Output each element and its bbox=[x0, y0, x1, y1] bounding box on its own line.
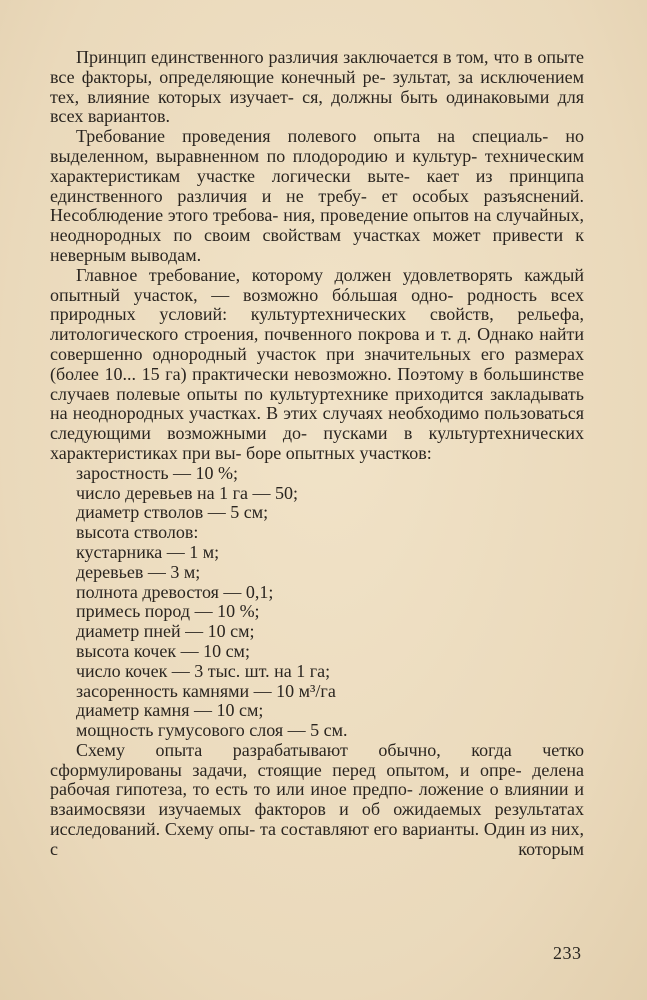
list-item: число кочек — 3 тыс. шт. на 1 га; bbox=[76, 660, 331, 681]
list-item: деревьев — 3 м; bbox=[76, 561, 201, 582]
list-item: высота кочек — 10 см; bbox=[76, 640, 250, 661]
tolerances-list bbox=[76, 464, 584, 741]
page-number: 233 bbox=[553, 943, 582, 963]
page-text bbox=[50, 48, 584, 860]
paragraph-experiment-scheme: Схему опыта разрабатывают обычно, когда четко сформулированы задачи, стоящие перед опытом, и опре- делена рабочая гипотеза, то есть то или иное предпо- ложение о влиянии и взаимосвязи изучаемых факторов и об ожидаемых результатах исследований. Схему опы- та составляют его варианты. Один из них, с которым bbox=[50, 739, 585, 859]
list-item: диаметр стволов — 5 см; bbox=[76, 502, 269, 523]
list-item: высота стволов: bbox=[76, 522, 199, 543]
list-item: диаметр пней — 10 см; bbox=[76, 621, 255, 642]
list-item: заростность — 10 %; bbox=[76, 462, 239, 483]
list-item: кустарника — 1 м; bbox=[76, 541, 220, 562]
paragraph-principle: Принцип единственного различия заключается в том, что в опыте все факторы, определяющие конечный ре- зультат, за исключением тех, влияние которых изучает- ся, должны быть одинаковыми для всех вариантов. bbox=[50, 47, 585, 127]
paragraph-field-requirement: Требование проведения полевого опыта на специаль- но выделенном, выравненном по плодородию и культур- техническим характеристикам участке логически выте- кает из принципа единственного различия и не требу- ет особых разъяснений. Несоблюдение этого требова- ния, проведение опытов на случайных, неоднородных по своим свойствам участках может привести к неверным выводам. bbox=[50, 126, 585, 265]
list-item: число деревьев на 1 га — 50; bbox=[76, 482, 298, 503]
list-item: полнота древостоя — 0,1; bbox=[76, 581, 274, 602]
list-item: примесь пород — 10 %; bbox=[76, 601, 260, 622]
list-item: мощность гумусового слоя — 5 см. bbox=[76, 720, 348, 741]
list-item: диаметр камня — 10 см; bbox=[76, 700, 264, 721]
paragraph-main-requirement: Главное требование, которому должен удовлетворять каждый опытный участок, — возможно бóльшая одно- родность всех природных условий: культуртехнических свойств, рельефа, литологического строения, почвенного покрова и т. д. Однако найти совершенно однородный участок при значительных его размерах (более 10... 15 га) практически невозможно. Поэтому в большинстве случаев полевые опыты по культуртехнике приходится закладывать на неоднородных участках. В этих случаях необходимо пользоваться следующими возможными до- пусками в культуртехнических характеристиках при вы- боре опытных участков: bbox=[50, 264, 585, 463]
list-item: засоренность камнями — 10 м³/га bbox=[76, 680, 336, 701]
